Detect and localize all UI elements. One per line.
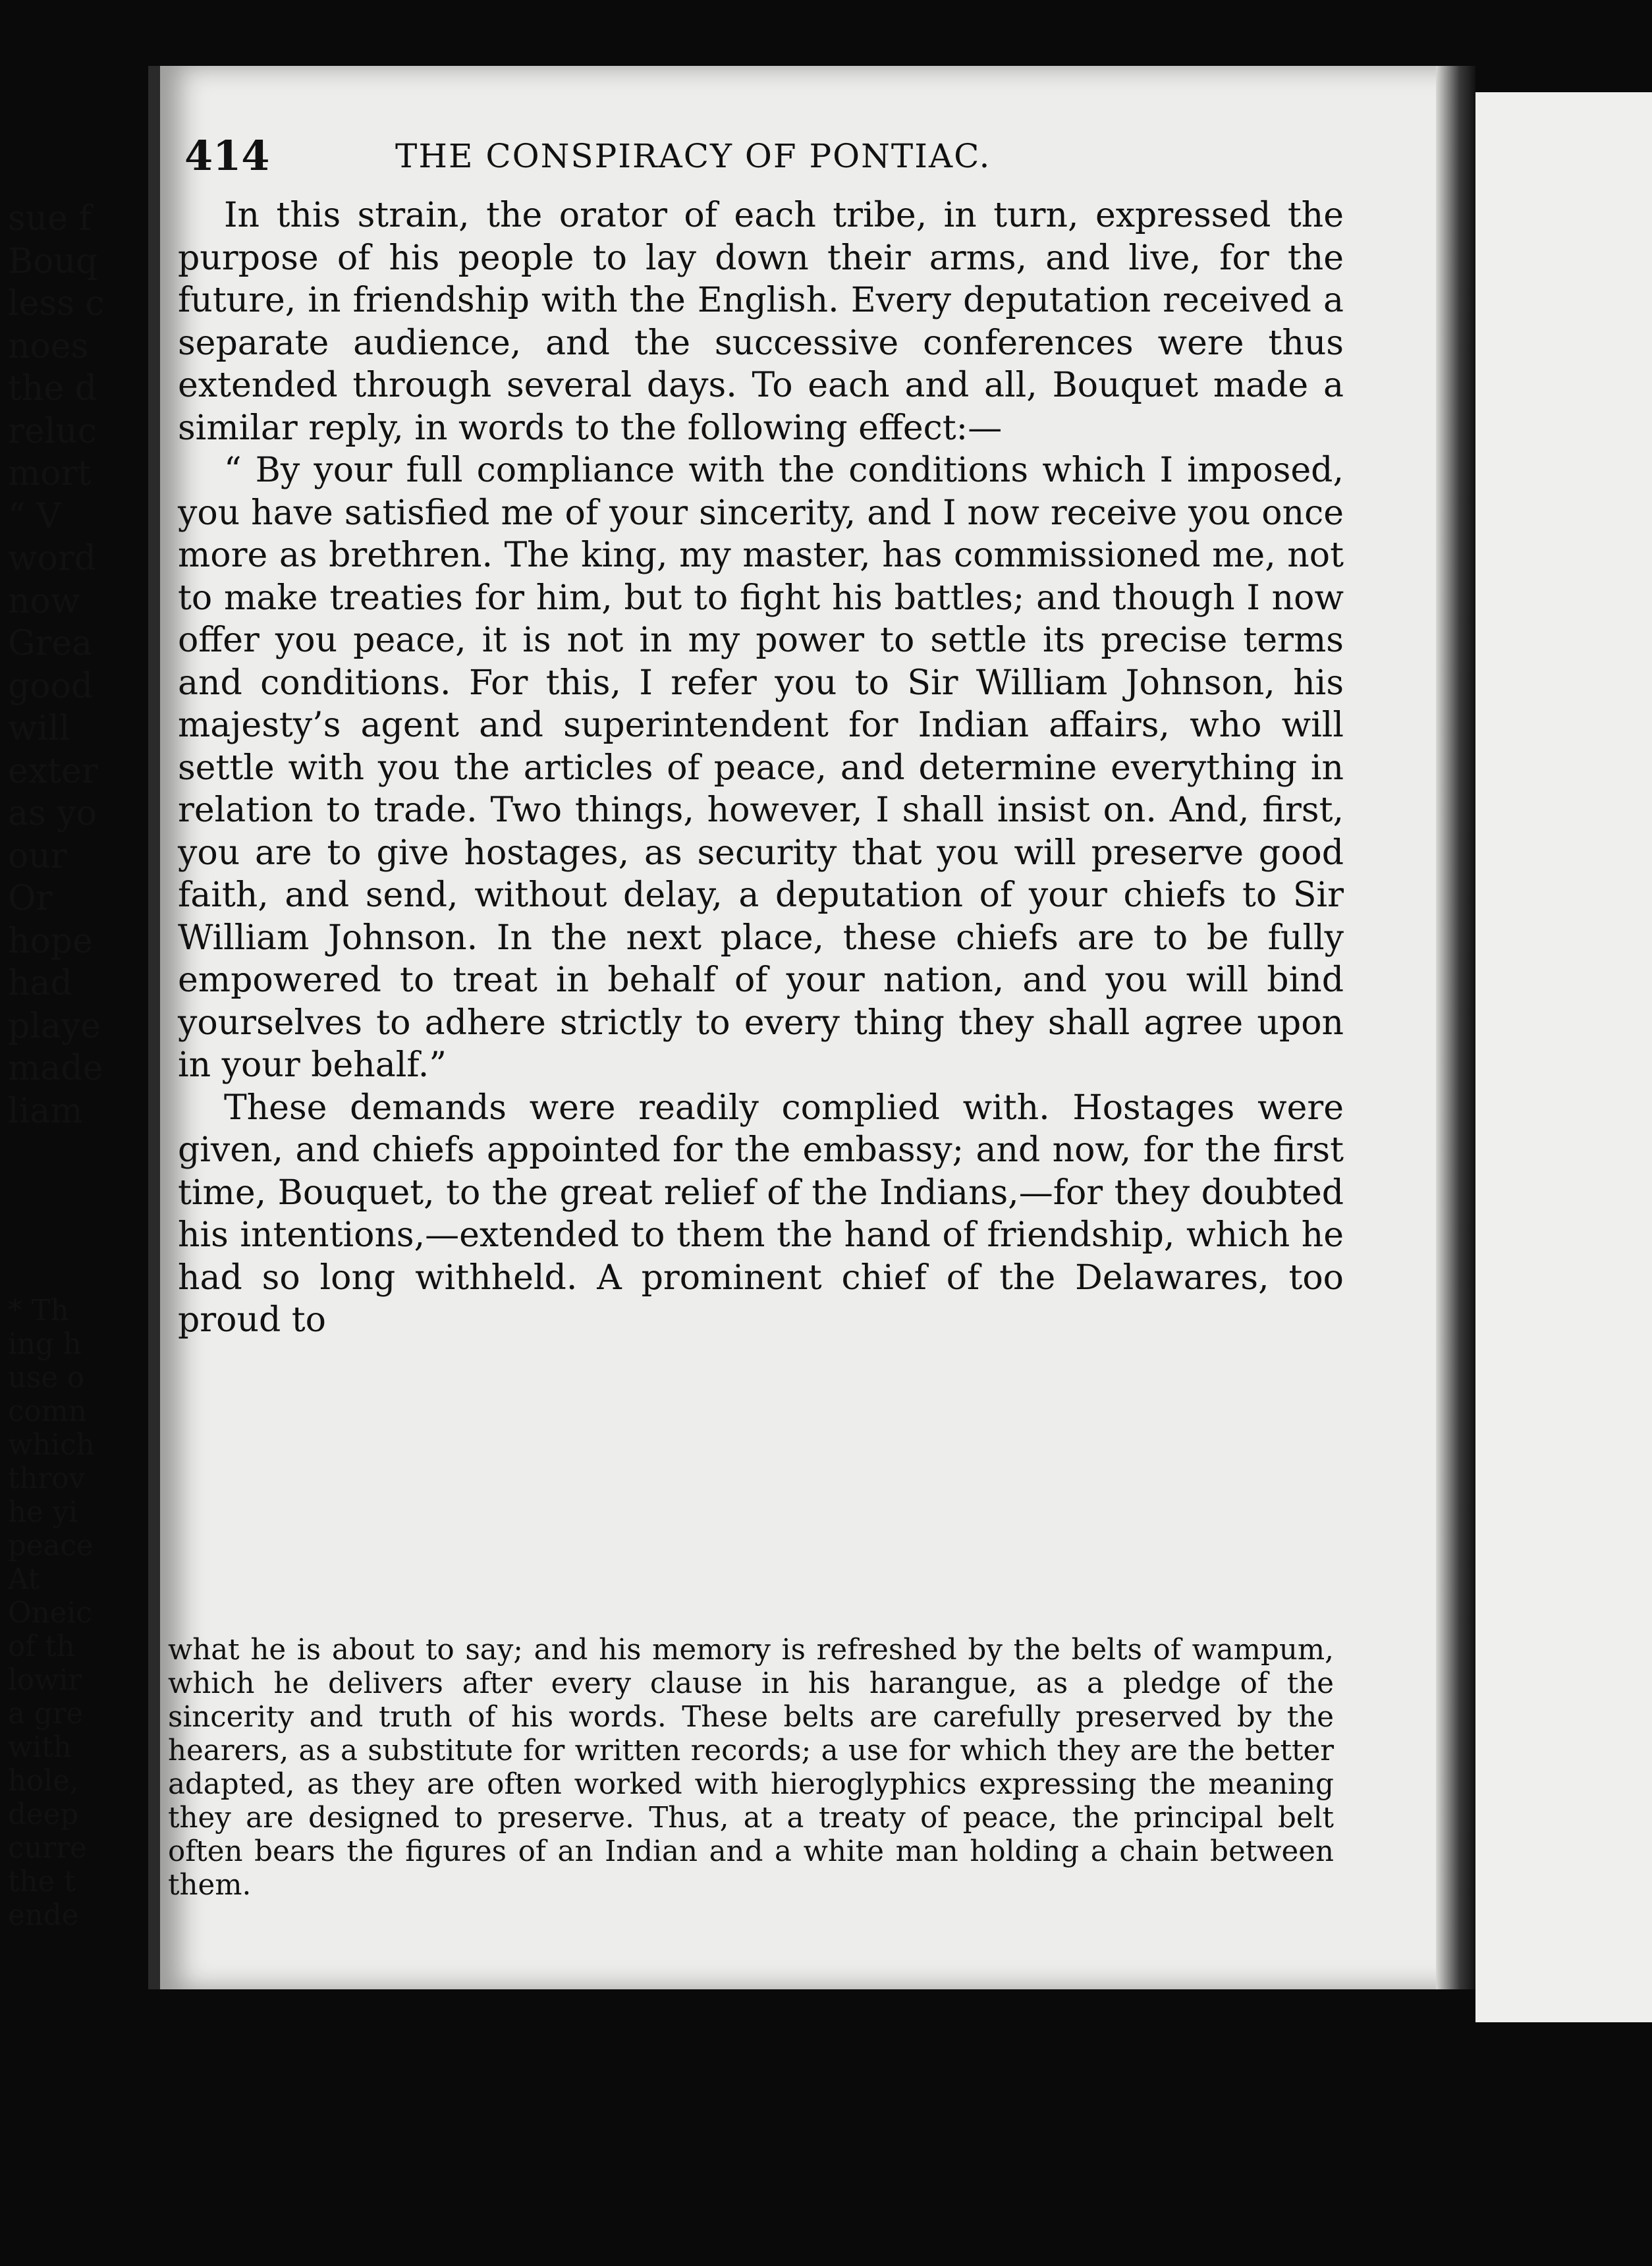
running-title: THE CONSPIRACY OF PONTIAC. [395,137,991,175]
text-fragment: playe [8,1006,101,1046]
right-page-body [8,198,179,1132]
text-fragment: Bouq [8,241,98,281]
text-fragment: reluc [8,411,97,451]
footnote-fragment: of th [8,1630,75,1663]
text-fragment: sue f [8,199,92,238]
paragraph: “ By your full compliance with the conditions which I imposed, you have satisfied me of your sincerity, and I now receive you once more as brethren. The king, my master, has commissioned me, not to make treaties for him, but to fight his battles; and though I now offer you peace, it is not in my power to settle its precise terms and conditions. For this, I refer you to Sir William Johnson, his majesty’s agent and superintendent for Indian affairs, who will settle with you the articles of peace, and determine everything in relation to trade. Two things, however, I shall insist on. And, first, you are to give hostages, as security that you will preserve good faith, and send, without delay, a deputation of your chiefs to Sir William Johnson. In the next place, these chiefs are to be fully empowered to treat in behalf of your nation, and you will bind yourselves to adhere strictly to every thing they shall agree upon in your behalf.” [178,451,1344,1085]
footnote-fragment: hole, [8,1765,79,1798]
text-fragment: Or [8,879,53,918]
text-fragment: mort [8,454,92,493]
text-fragment: exter [8,751,98,791]
text-fragment: now [8,581,80,621]
text-fragment: hope [8,921,93,961]
footnote-fragment: ing h [8,1328,82,1361]
footnote-fragment: lowir [8,1664,82,1697]
text-fragment: will [8,709,70,748]
footnote-fragment: deep [8,1798,79,1831]
text-fragment: our [8,836,67,876]
text-fragment: made [8,1049,103,1088]
footnote-fragment: * Th [8,1294,69,1327]
footnote-fragment: peace [8,1530,94,1562]
text-fragment: noes [8,326,89,366]
footnote-fragment: the t [8,1865,76,1898]
right-page [1475,92,1652,2022]
footnote-fragment: comn [8,1395,87,1428]
footnote-fragment: At [8,1563,40,1596]
paragraph: In this strain, the orator of each tribe, in turn, expressed the purpose of his people to lay down their arms, and live, for the future, in friendship with the English. Every deputation received a separate audience, and the successive conferences were thus extended through several days. To each and all, Bouquet made a similar reply, in words to the following effect:— [178,196,1344,448]
right-page-footnote [8,1294,179,1933]
footnote-fragment: throv [8,1462,86,1495]
footnote-fragment: which [8,1429,95,1462]
text-fragment: as yo [8,794,97,833]
footnote-fragment: he yi [8,1496,78,1529]
text-fragment: “ V [8,496,61,536]
text-fragment: Grea [8,624,93,663]
text-fragment: the d [8,369,97,408]
footnote-fragment: ende [8,1899,79,1932]
footnote-fragment: use o [8,1362,85,1395]
footnote-fragment: curre [8,1832,87,1865]
text-fragment: had [8,964,72,1003]
footnote-fragment: with [8,1731,72,1764]
body-text [178,194,1344,1342]
text-fragment: word [8,539,96,578]
footnote-fragment: Oneic [8,1597,92,1630]
text-fragment: good [8,666,94,706]
footnote-fragment: a gre [8,1698,84,1730]
page-number: 414 [184,132,270,180]
page-header [184,132,1172,191]
book-gutter [1436,66,1475,1989]
paragraph: These demands were readily complied with. Hostages were given, and chiefs appointed for the embassy; and now, for the first time, Bouquet, to the great relief of the Indians,—for they doubted his intentions,—extended to them the hand of friendship, which he had so long withheld. A prominent chief of the Delawares, too proud to [178,1088,1344,1340]
text-fragment: less c [8,284,105,323]
text-fragment: liam [8,1091,83,1131]
footnote: what he is about to say; and his memory is refreshed by the belts of wampum, which he delivers after every clause in his harangue, as a pledge of the sincerity and truth of his words. These belts are carefully preserved by the hearers, as a substitute for written records; a use for which they are the better adapted, as they are often worked with hieroglyphics expressing the meaning they are designed to preserve. Thus, at a treaty of peace, the principal belt often bears the figures of an Indian and a white man holding a chain between them. [168,1634,1334,1902]
